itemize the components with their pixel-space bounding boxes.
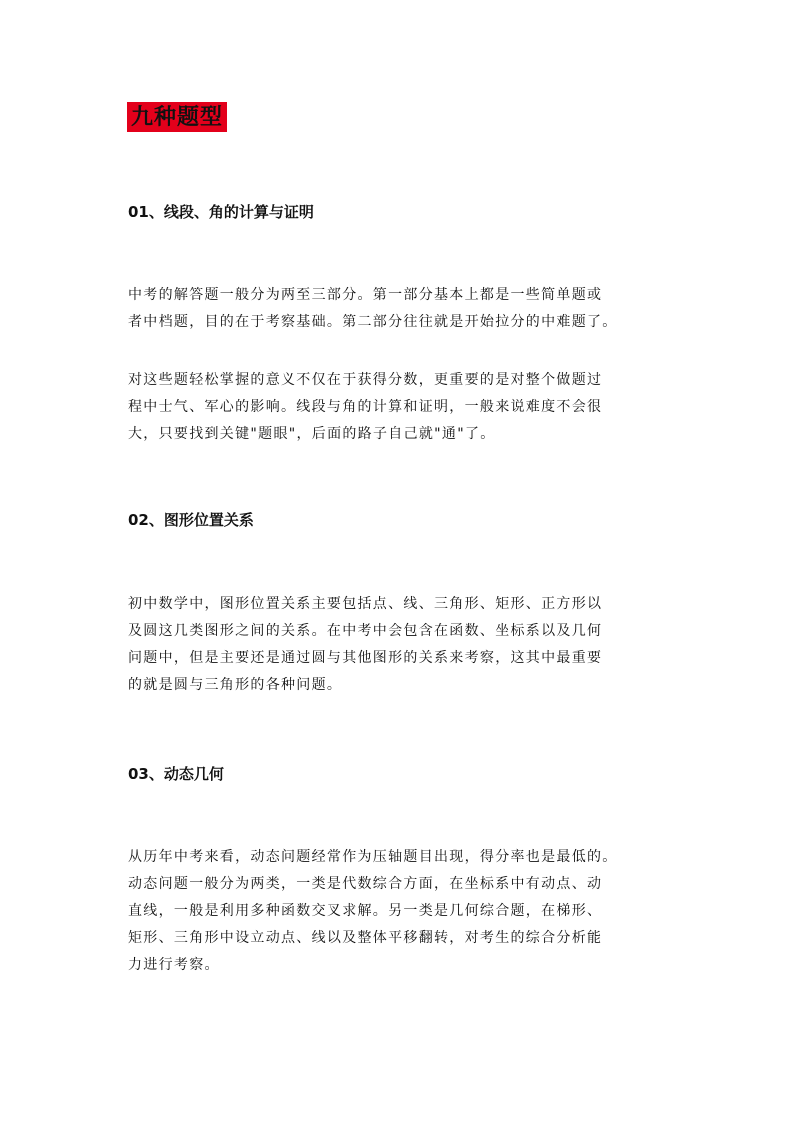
section-heading-02: 02、图形位置关系: [128, 511, 254, 529]
section-heading-03: 03、动态几何: [128, 765, 224, 783]
section-01-paragraph-2: [128, 367, 688, 448]
section-03-paragraph-1: [128, 844, 688, 979]
section-heading-01: 01、线段、角的计算与证明: [128, 203, 314, 221]
text-line: 矩形、三角形中设立动点、线以及整体平移翻转，对考生的综合分析能: [128, 930, 603, 946]
text-line: 大，只要找到关键"题眼"，后面的路子自己就"通"了。: [128, 426, 496, 442]
text-line: 力进行考察。: [128, 957, 220, 973]
text-line: 问题中，但是主要还是通过圆与其他图形的关系来考察，这其中最重要: [128, 650, 603, 666]
text-line: 对这些题轻松掌握的意义不仅在于获得分数，更重要的是对整个做题过: [128, 372, 603, 388]
section-01-paragraph-1: [128, 282, 688, 336]
text-line: 及圆这几类图形之间的关系。在中考中会包含在函数、坐标系以及几何: [128, 623, 603, 639]
text-line: 从历年中考来看，动态问题经常作为压轴题目出现，得分率也是最低的。: [128, 849, 618, 865]
text-line: 直线，一般是利用多种函数交叉求解。另一类是几何综合题，在梯形、: [128, 903, 603, 919]
text-line: 程中士气、军心的影响。线段与角的计算和证明，一般来说难度不会很: [128, 399, 603, 415]
text-line: 的就是圆与三角形的各种问题。: [128, 677, 343, 693]
section-02-paragraph-1: [128, 591, 688, 699]
text-line: 中考的解答题一般分为两至三部分。第一部分基本上都是一些简单题或: [128, 287, 603, 303]
text-line: 动态问题一般分为两类，一类是代数综合方面，在坐标系中有动点、动: [128, 876, 603, 892]
text-line: 初中数学中，图形位置关系主要包括点、线、三角形、矩形、正方形以: [128, 596, 603, 612]
text-line: 者中档题，目的在于考察基础。第二部分往往就是开始拉分的中难题了。: [128, 314, 618, 330]
document-title: 九种题型: [127, 102, 227, 132]
